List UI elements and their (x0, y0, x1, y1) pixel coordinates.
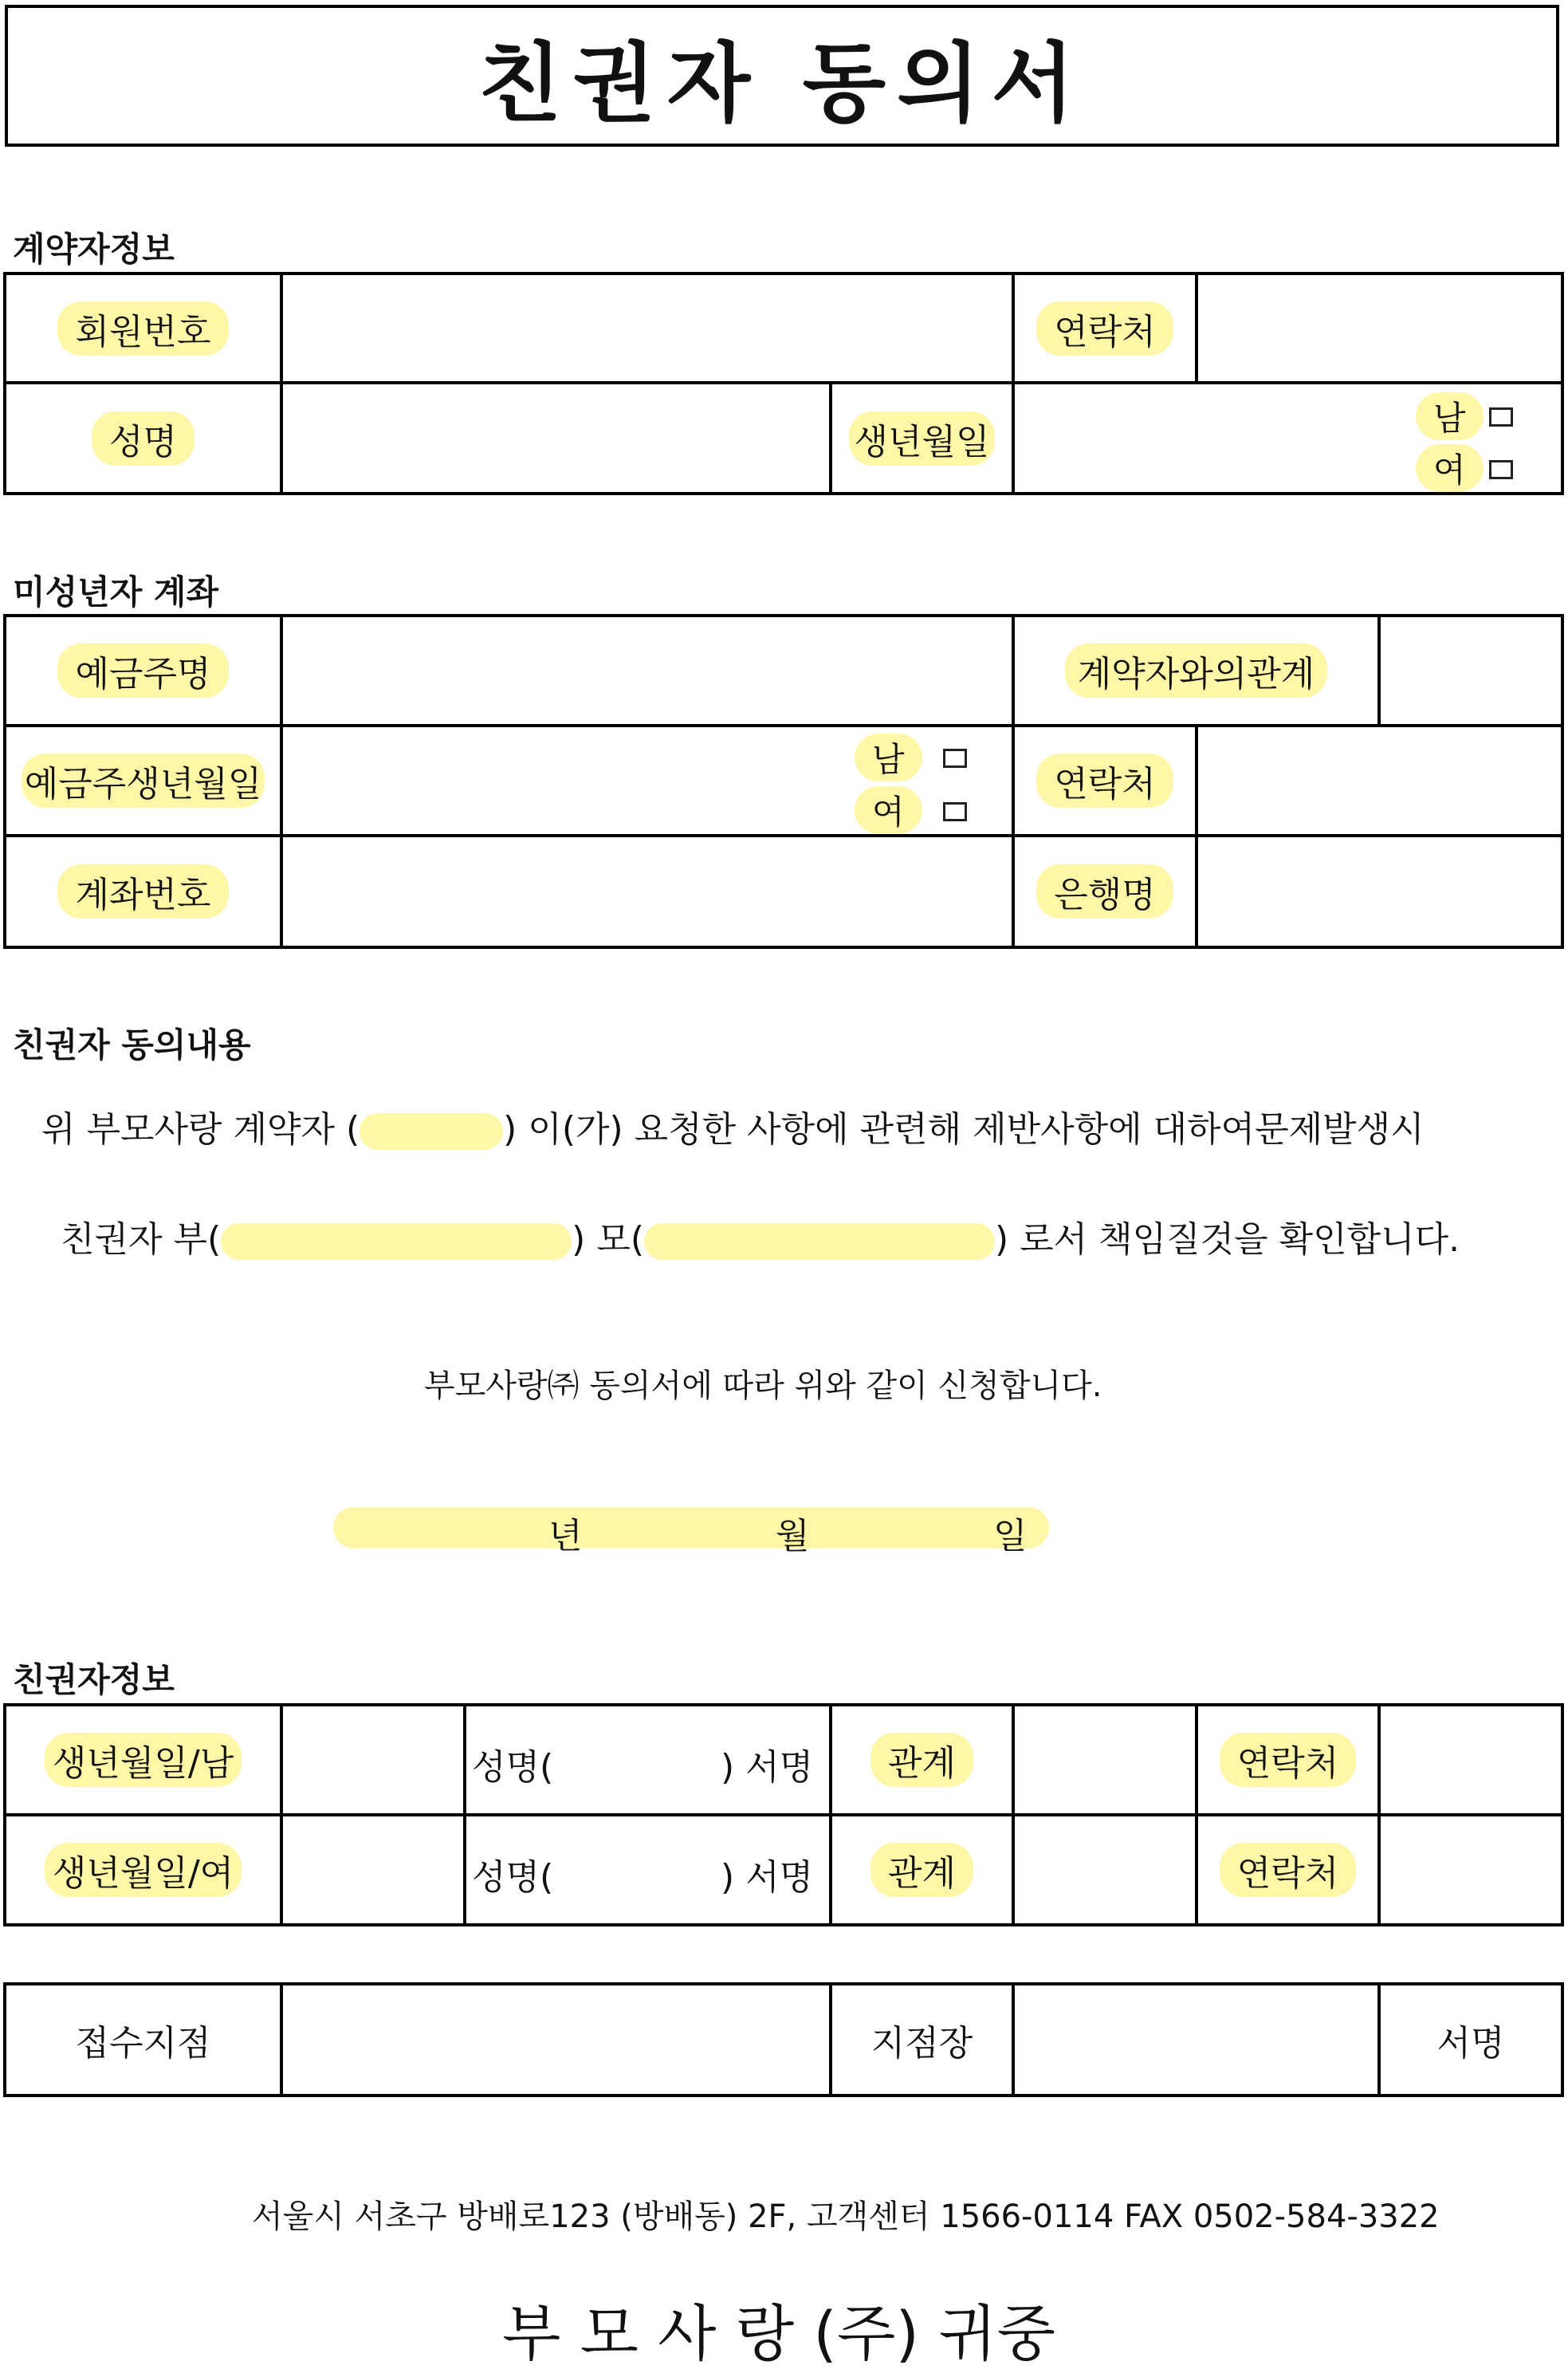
footer-recipient: 부 모 사 랑 (주) 귀중 (502, 2298, 1056, 2369)
guardian-father-sign-label: ) 서명 (721, 1747, 814, 1788)
depositor-birth-label: 예금주생년월일 (22, 754, 265, 808)
branch-field[interactable] (283, 1985, 829, 2094)
depositor-contact-label: 연락처 (1036, 754, 1173, 808)
branch-sign-label: 서명 (1436, 2023, 1505, 2064)
branch-label: 접수지점 (75, 2023, 211, 2064)
guardian-mother-relation-label: 관계 (870, 1843, 973, 1897)
female-label: 여 (1416, 444, 1484, 492)
consent-line-2-end: ) 로서 책임질것을 확인합니다. (995, 1219, 1460, 1260)
guardian-father-relation-label: 관계 (870, 1733, 973, 1787)
depositor-label: 예금주명 (57, 643, 228, 698)
section-contractor-heading: 계약자정보 (13, 230, 175, 269)
section-guardian-heading: 친권자정보 (13, 1660, 175, 1699)
footer-address: 서울시 서초구 방배로123 (방배동) 2F, 고객센터 1566-0114 FAX 0502-584-3322 (252, 2198, 1440, 2235)
consent-line-1-start: 위 부모사랑 계약자 ( (41, 1109, 360, 1150)
guardian-mother-sign-label: ) 서명 (721, 1857, 814, 1898)
consent-line-3: 부모사랑㈜ 동의서에 따라 위와 같이 신청합니다. (424, 1368, 1102, 1404)
section-consent-heading: 친권자 동의내용 (13, 1025, 251, 1065)
consent-line-2-start: 친권자 부( (61, 1219, 222, 1260)
date-day-label: 일 (993, 1516, 1028, 1556)
branch-manager-field[interactable] (1015, 1985, 1377, 2094)
male-label: 남 (855, 734, 922, 781)
member-no-label: 회원번호 (57, 301, 228, 356)
consent-line-2-mid: ) 모( (572, 1219, 644, 1260)
branch-manager-label: 지점장 (870, 2023, 973, 2064)
male-label: 남 (1416, 392, 1484, 440)
contractor-name-label: 성명 (92, 411, 195, 466)
consent-line-1-end: ) 이(가) 요청한 사항에 관련해 제반사항에 대하여문제발생시 (503, 1109, 1425, 1150)
date-year-label: 년 (548, 1516, 583, 1556)
guardian-mother-name-label: 성명( (472, 1857, 554, 1898)
guardian-father-contact-label: 연락처 (1220, 1733, 1357, 1787)
relation-to-contractor-label: 계약자와의관계 (1065, 643, 1328, 698)
bank-label: 은행명 (1036, 864, 1173, 919)
female-label: 여 (855, 786, 922, 834)
document-title: 친권자 동의서 (478, 33, 1086, 134)
guardian-mother-contact-label: 연락처 (1220, 1843, 1357, 1897)
guardian-father-name-label: 성명( (472, 1747, 554, 1788)
date-month-label: 월 (776, 1516, 810, 1556)
guardian-father-label: 생년월일/남 (45, 1733, 242, 1787)
contractor-birth-label: 생년월일 (849, 411, 994, 466)
section-minor-account-heading: 미성년자 계좌 (13, 573, 219, 612)
contractor-contact-label: 연락처 (1036, 301, 1173, 356)
account-no-label: 계좌번호 (57, 864, 228, 919)
guardian-mother-label: 생년월일/여 (45, 1843, 242, 1897)
